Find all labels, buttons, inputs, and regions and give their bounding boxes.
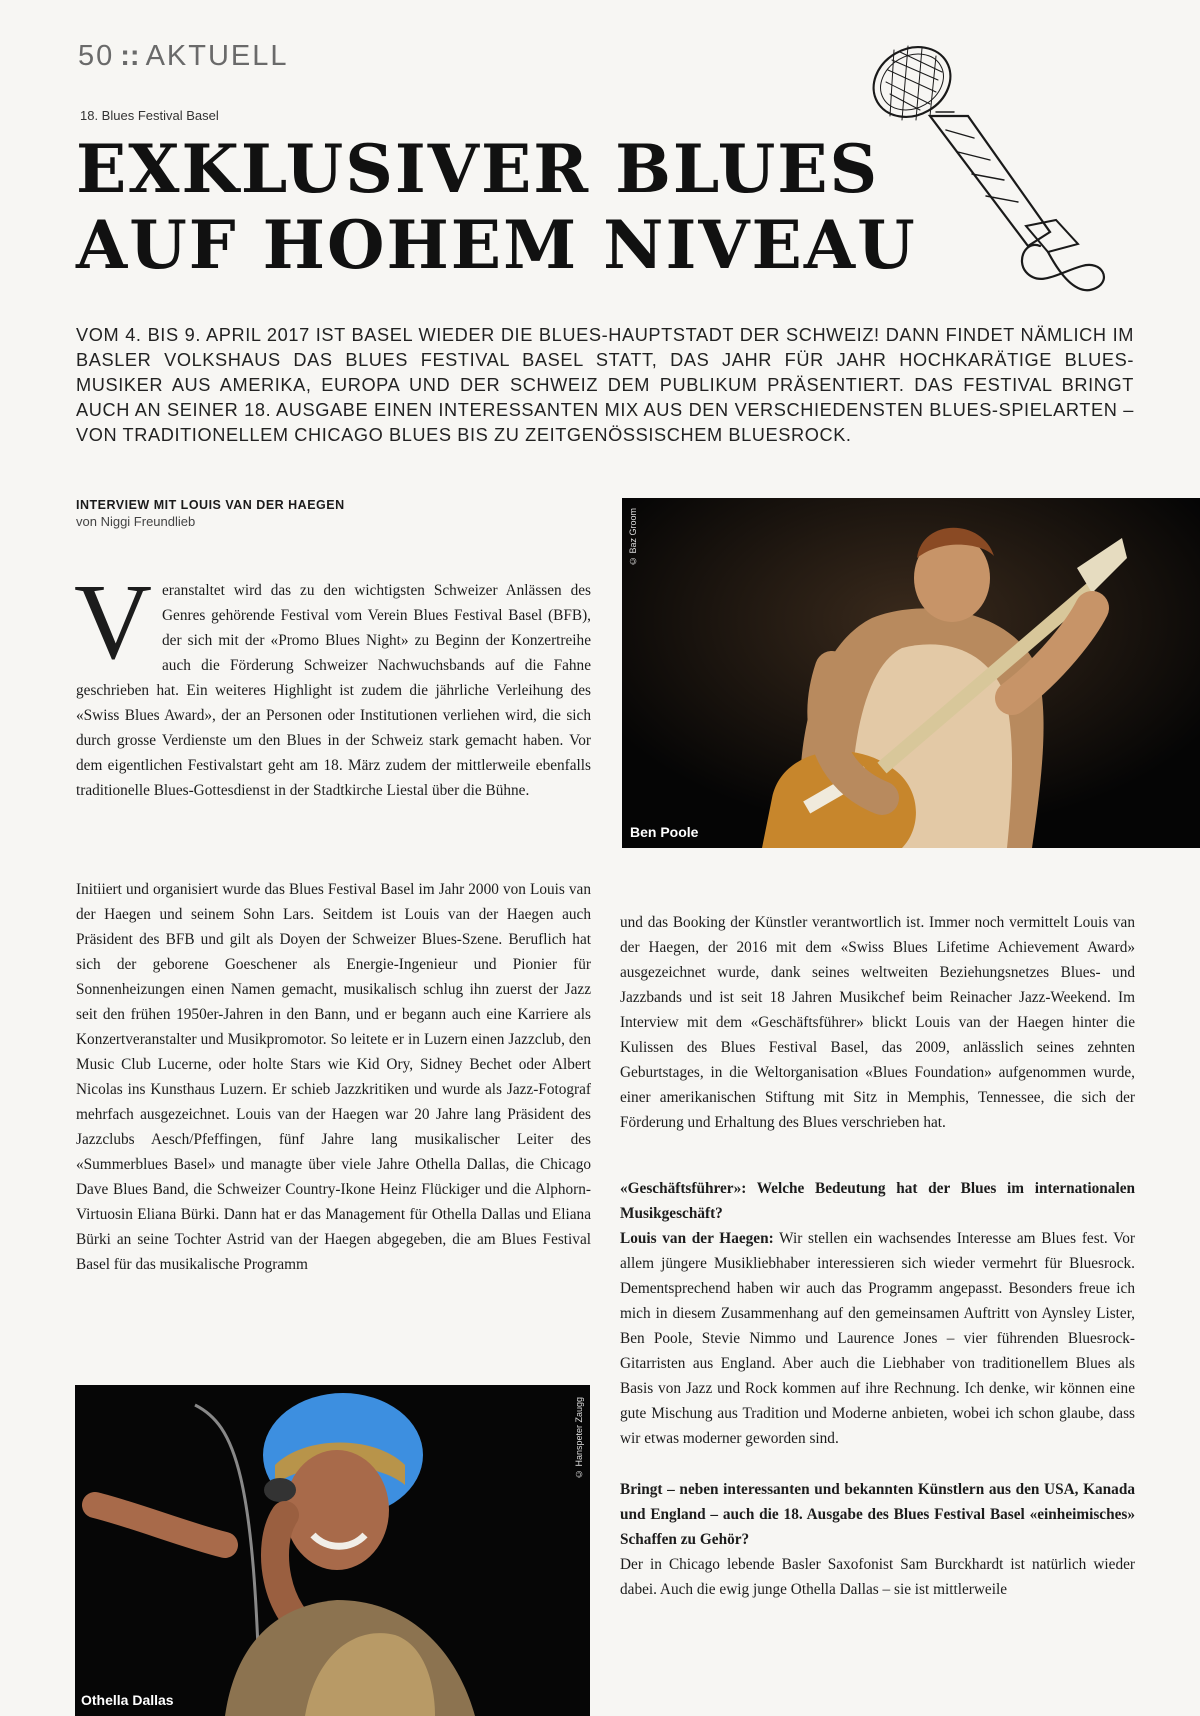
body-paragraph-1 bbox=[74, 563, 591, 803]
answer-1 bbox=[620, 1226, 1135, 1451]
question-2: Bringt – neben interessanten und bekannten Künstlern aus den USA, Kanada und England – auch die 18. Ausgabe des Blues Festival Basel «einheimisches» Schaffen zu Gehör? bbox=[620, 1481, 1135, 1548]
photo-caption-othella-dallas: Othella Dallas bbox=[81, 1692, 174, 1708]
guitarist-illustration bbox=[622, 498, 1200, 848]
question-1: «Geschäftsführer»: Welche Bedeutung hat der Blues im internationalen Musikgeschäft? bbox=[620, 1180, 1135, 1222]
page-header bbox=[78, 40, 289, 73]
interview-title: INTERVIEW MIT LOUIS VAN DER HAEGEN bbox=[76, 498, 345, 512]
drop-cap: V bbox=[74, 563, 152, 682]
photo-ben-poole bbox=[622, 498, 1200, 848]
section-name: AKTUELL bbox=[145, 40, 289, 72]
body-paragraph-1-text: eranstaltet wird das zu den wichtigsten Schweizer Anlässen des Genres gehörende Festival vom Verein Blues Festival Basel (BFB), der sich mit der «Promo Blues Night» zu Beginn der Konzertreihe auch die Förderung Schweizer Nachwuchsbands auf die Fahne geschrieben hat. Ein weiteres Highlight ist zudem die jährliche Verleihung des «Swiss Blues Award», der an Personen oder Institutionen verliehen wird, die sich durch grosse Verdienste um den Blues in der Schweiz stark gemacht haben. Vor dem eigentlichen Festivalstart geht am 18. März zudem der mittlerweile ebenfalls traditionelle Blues-Gottesdienst in der Stadtkirche Liestal über die Bühne. bbox=[76, 582, 591, 799]
author: von Niggi Freundlieb bbox=[76, 514, 196, 529]
headline-line1: EXKLUSIVER BLUES bbox=[76, 130, 880, 208]
body-paragraph-2: Initiiert und organisiert wurde das Blues Festival Basel im Jahr 2000 von Louis van der Haegen und seinem Sohn Lars. Seitdem ist Louis van der Haegen auch Präsident des BFB und gilt als Doyen der Schweizer Blues-Szene. Beruflich hat sich der geborene Goeschener als Energie-Ingenieur und Pionier für Sonnenheizungen einen Namen gemacht, musikalisch schlug ihn zuerst der Jazz seit den frühen 1950er-Jahren in den Bann, und er begann auch eine Karriere als Konzertveranstalter und Musikpromotor. So leitete er in Luzern einen Jazzclub, den Music Club Lucerne, oder holte Stars wie Kid Ory, Sidney Bechet oder Albert Nicolas ins Kunsthaus Luzern. Er schieb Jazzkritiken und wurde als Jazz-Fotograf mehrfach ausgezeichnet. Louis van der Haegen war 20 Jahre lang Präsident des Jazzclubs Aesch/Pfeffingen, fünf Jahre lang musikalischer Leiter des «Summerblues Basel» und managte über viele Jahre Othella Dallas, die Chicago Dave Blues Band, die Schweizer Country-Ikone Heinz Flückiger und die Alphorn-Virtuosin Eliana Bürki. Dann hat er das Management für Othella Dallas und Eliana Bürki an seine Tochter Astrid van der Haegen abgegeben, die am Blues Festival Basel für das musikalische Programm bbox=[76, 881, 591, 1273]
answer-1-text: Wir stellen ein wachsendes Interesse am Blues fest. Vor allem jüngere Musikliebhaber interessieren sich wieder vermehrt für Bluesrock. Dementsprechend haben wir auch das Programm angepasst. Besonders freue ich mich in diesem Zusammenhang auf den gemeinsamen Auftritt von Aynsley Lister, Ben Poole, Stevie Nimmo und Laurence Jones – vier führenden Bluesrock-Gitarristen aus England. Aber auch die Liebhaber von traditionellem Blues als Basis von Jazz und Rock kommen auf ihre Rechnung. Ich denke, wir können eine gute Mischung aus Tradition und Moderne anbieten, wobei ich schon glaube, dass wir etwas moderner geworden sind. bbox=[620, 1230, 1135, 1447]
interview-qa bbox=[620, 1176, 1135, 1602]
photo-caption-ben-poole: Ben Poole bbox=[630, 824, 699, 840]
answer-2: Der in Chicago lebende Basler Saxofonist Sam Burckhardt ist natürlich wieder dabei. Auch die ewig junge Othella Dallas – sie ist mittlerweile bbox=[620, 1556, 1135, 1598]
photo-othella-dallas bbox=[75, 1385, 590, 1716]
header-separator: :: bbox=[120, 40, 140, 72]
headline bbox=[76, 131, 917, 283]
body-paragraph-2-continued: und das Booking der Künstler verantwortlich ist. Immer noch vermittelt Louis van der Haegen, der 2016 mit dem «Swiss Blues Lifetime Achievement Award» ausgezeichnet wurde, dank seines weltweiten Beziehungsnetzes Blues- und Jazzbands und ist seit 18 Jahren Musikchef beim Reinacher Jazz-Weekend. Im Interview mit dem «Geschäftsführer» blickt Louis van der Haegen hinter die Kulissen des Blues Festival Basel, das 2009, anlässlich seines zehnten Geburtstages, in die Weltorganisation «Blues Foundation» aufgenommen wurde, einer amerikanischen Stiftung mit Sitz in Memphis, Tennessee, die sich der Förderung und Erhaltung des Blues verschrieben hat. bbox=[620, 914, 1135, 1131]
singer-illustration bbox=[75, 1385, 590, 1716]
headline-line2: AUF HOHEM NIVEAU bbox=[76, 206, 917, 284]
lead-paragraph: VOM 4. BIS 9. APRIL 2017 IST BASEL WIEDER DIE BLUES-HAUPTSTADT DER SCHWEIZ! DANN FINDET NÄMLICH IM BASLER VOLKSHAUS DAS BLUES FESTIVAL BASEL STATT, DAS JAHR FÜR JAHR HOCHKARÄTIGE BLUES-MUSIKER AUS AMERIKA, EUROPA UND DER SCHWEIZ DEM PUBLIKUM PRÄSENTIERT. DAS FESTIVAL BRINGT AUCH AN SEINER 18. AUSGABE EINEN INTERESSANTEN MIX AUS DEN VERSCHIEDENSTEN BLUES-SPIELARTEN – VON TRADITIONELLEM CHICAGO BLUES BIS ZU ZEITGENÖSSISCHEM BLUESROCK. bbox=[76, 325, 1134, 445]
photo-credit-ben-poole: © Baz Groom bbox=[628, 508, 638, 567]
answer-1-speaker: Louis van der Haegen: bbox=[620, 1230, 774, 1247]
photo-credit-othella-dallas: © Hanspeter Zaugg bbox=[574, 1397, 584, 1480]
kicker: 18. Blues Festival Basel bbox=[80, 108, 219, 123]
page-number: 50 bbox=[78, 40, 115, 72]
microphone-sketch-icon bbox=[850, 20, 1150, 320]
